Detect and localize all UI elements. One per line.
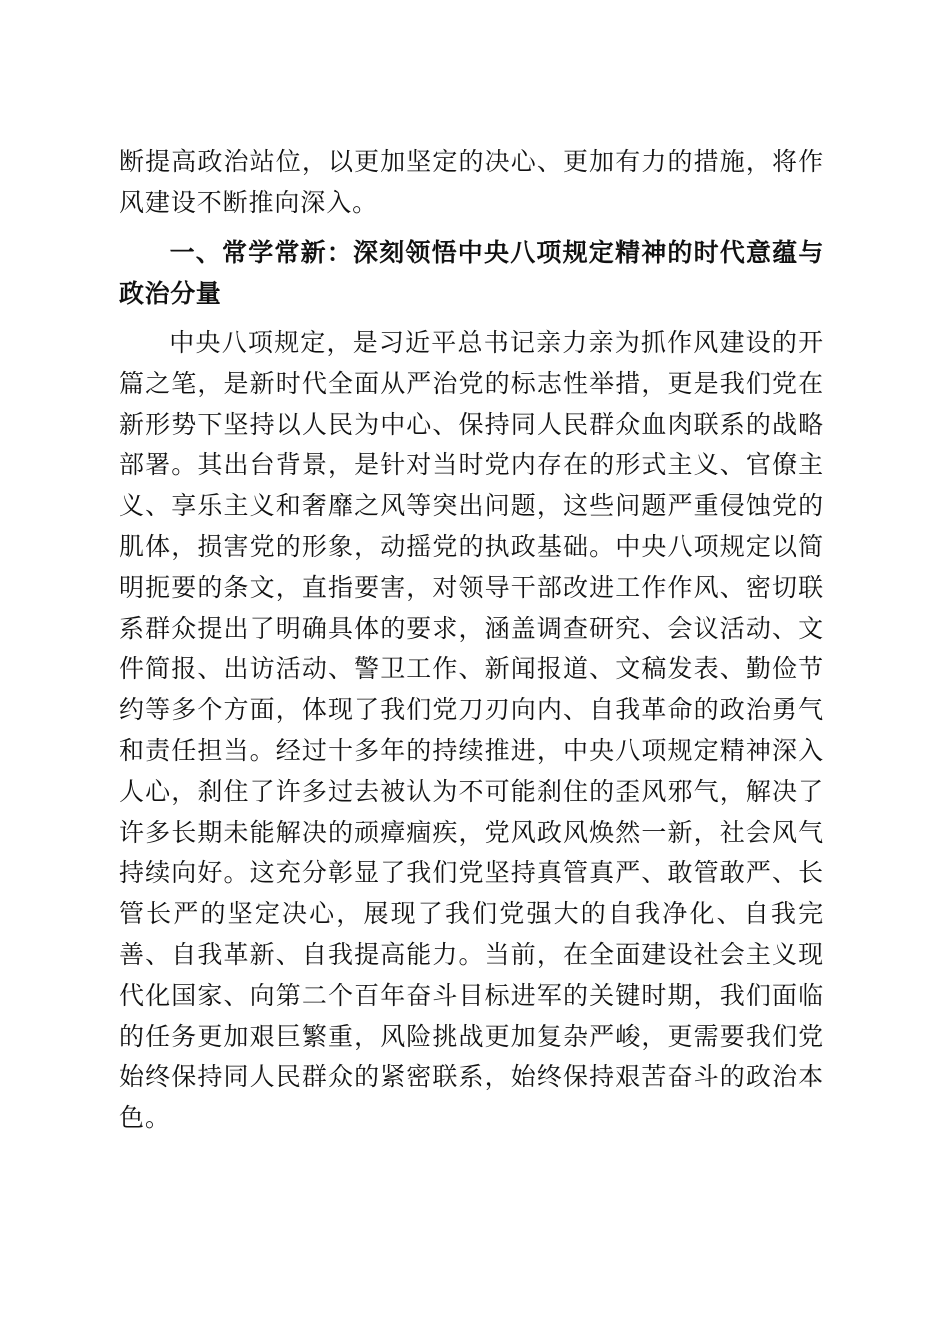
section-heading-text: 一、常学常新：深刻领悟中央八项规定精神的时代意蕴与政治分量 [119, 238, 824, 308]
intro-paragraph: 断提高政治站位，以更加坚定的决心、更加有力的措施，将作风建设不断推向深入。 [119, 147, 824, 217]
body-paragraph [119, 323, 824, 1139]
section-heading [119, 233, 824, 315]
body-paragraph-text: 中央八项规定，是习近平总书记亲力亲为抓作风建设的开篇之笔，是新时代全面从严治党的标志性举措，更是我们党在新形势下坚持以人民为中心、保持同人民群众血肉联系的战略部署。其出台背景，是针对当时党内存在的形式主义、官僚主义、享乐主义和奢靡之风等突出问题，这些问题严重侵蚀党的肌体，损害党的形象，动摇党的执政基础。中央八项规定以简明扼要的条文，直指要害，对领导干部改进工作作风、密切联系群众提出了明确具体的要求，涵盖调查研究、会议活动、文件简报、出访活动、警卫工作、新闻报道、文稿发表、勤俭节约等多个方面，体现了我们党刀刃向内、自我革命的政治勇气和责任担当。经过十多年的持续推进，中央八项规定精神深入人心，刹住了许多过去被认为不可能刹住的歪风邪气，解决了许多长期未能解决的顽瘴痼疾，党风政风焕然一新，社会风气持续向好。这充分彰显了我们党坚持真管真严、敢管敢严、长管长严的坚定决心，展现了我们党强大的自我净化、自我完善、自我革新、自我提高能力。当前，在全面建设社会主义现代化国家、向第二个百年奋斗目标进军的关键时期，我们面临的任务更加艰巨繁重，风险挑战更加复杂严峻，更需要我们党始终保持同人民群众的紧密联系，始终保持艰苦奋斗的政治本色。 [119, 328, 824, 1133]
